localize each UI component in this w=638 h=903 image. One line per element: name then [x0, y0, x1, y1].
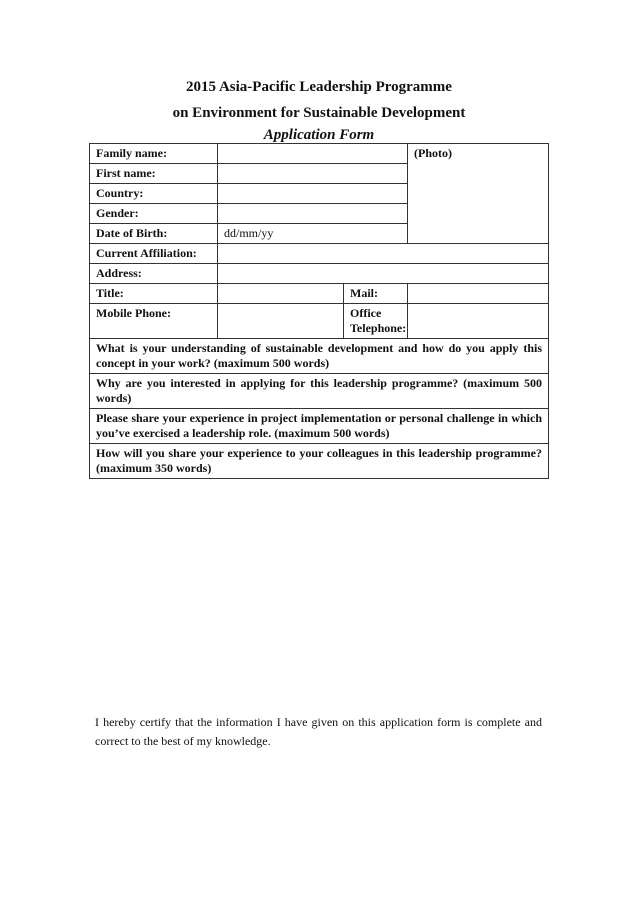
family-name-label: Family name: — [90, 144, 218, 164]
office-telephone-label — [344, 304, 408, 339]
question-4-box[interactable] — [90, 444, 549, 479]
address-field[interactable] — [218, 264, 549, 284]
question-2-box[interactable] — [90, 374, 549, 409]
photo-label: (Photo) — [414, 146, 452, 160]
photo-box[interactable] — [408, 144, 549, 244]
certification-statement: I hereby certify that the information I have given on this application form is complete and correct to the best of my knowledge. — [95, 715, 542, 748]
affiliation-row — [90, 244, 549, 264]
question-2-text: Why are you interested in applying for this leadership programme? (maximum 500 words) — [96, 376, 542, 405]
programme-subtitle: on Environment for Sustainable Development — [172, 105, 466, 121]
title-field[interactable] — [218, 284, 344, 304]
question-3-text: Please share your experience in project implementation or personal challenge in which you’ve exercised a leadership role. (maximum 500 words) — [96, 411, 542, 440]
question-row-4 — [90, 444, 549, 479]
dob-field[interactable]: dd/mm/yy — [218, 224, 408, 244]
question-1-box[interactable] — [90, 339, 549, 374]
question-row-3 — [90, 409, 549, 444]
country-field[interactable] — [218, 184, 408, 204]
title-label: Title: — [90, 284, 218, 304]
first-name-field[interactable] — [218, 164, 408, 184]
question-4-text: How will you share your experience to your colleagues in this leadership programme? (maximum 350 words) — [96, 446, 542, 475]
dob-label: Date of Birth: — [90, 224, 218, 244]
address-label: Address: — [90, 264, 218, 284]
form-title: Application Form — [263, 127, 375, 143]
mail-field[interactable] — [408, 284, 549, 304]
gender-label: Gender: — [90, 204, 218, 224]
question-row-1 — [90, 339, 549, 374]
title-mail-row — [90, 284, 549, 304]
family-name-field[interactable] — [218, 144, 408, 164]
application-form-table — [89, 143, 549, 479]
question-1-text: What is your understanding of sustainable development and how do you apply this concept in your work? (maximum 500 words) — [96, 341, 542, 370]
gender-field[interactable] — [218, 204, 408, 224]
mobile-phone-field[interactable] — [218, 304, 344, 339]
first-name-label: First name: — [90, 164, 218, 184]
office-telephone-field[interactable] — [408, 304, 549, 339]
affiliation-label: Current Affiliation: — [90, 244, 218, 264]
question-row-2 — [90, 374, 549, 409]
question-3-box[interactable] — [90, 409, 549, 444]
programme-title: 2015 Asia-Pacific Leadership Programme — [186, 79, 452, 95]
mail-label: Mail: — [344, 284, 408, 304]
family-name-row — [90, 144, 549, 164]
affiliation-field[interactable] — [218, 244, 549, 264]
office-label-line2: Telephone: — [350, 321, 407, 335]
phone-row — [90, 304, 549, 339]
office-label-line1: Office — [350, 306, 382, 320]
address-row — [90, 264, 549, 284]
country-label: Country: — [90, 184, 218, 204]
mobile-phone-label: Mobile Phone: — [90, 304, 218, 339]
